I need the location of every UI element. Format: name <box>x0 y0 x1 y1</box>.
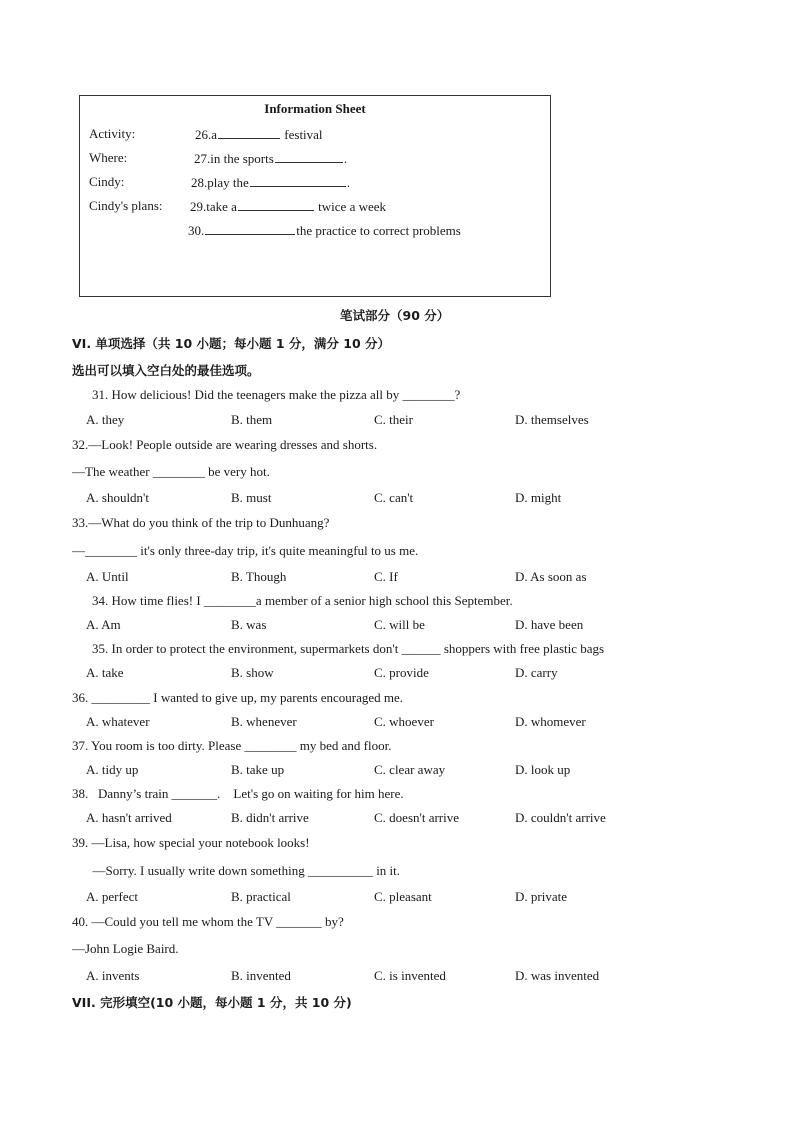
q37-option-c[interactable]: C. clear away <box>374 762 446 777</box>
question-35: 35. In order to protect the environment, supermarkets don't ______ shoppers with free plastic bags <box>92 641 605 656</box>
info-label-cindy: Cindy: <box>89 174 125 189</box>
q38-option-d[interactable]: D. couldn't arrive <box>515 810 606 825</box>
section-7-heading: VII. 完形填空(10 小题，每小题 1 分，共 10 分) <box>72 995 352 1010</box>
info-label-plans: Cindy's plans: <box>89 198 163 213</box>
q35-option-a[interactable]: A. take <box>86 665 124 680</box>
q31-option-c[interactable]: C. their <box>374 412 413 427</box>
q40-option-c[interactable]: C. is invented <box>374 968 446 983</box>
info-item-29: 29.take a twice a week <box>190 199 387 214</box>
question-38: 38. Danny’s train _______. Let's go on waiting for him here. <box>72 786 404 801</box>
q31-option-b[interactable]: B. them <box>231 412 273 427</box>
q39-option-a[interactable]: A. perfect <box>86 889 138 904</box>
q40-option-d[interactable]: D. was invented <box>515 968 600 983</box>
question-32: 32.—Look! People outside are wearing dresses and shorts. <box>72 437 378 452</box>
info-item-27: 27.in the sports . <box>194 151 348 166</box>
info-item-28: 28.play the . <box>191 175 351 190</box>
q38-option-a[interactable]: A. hasn't arrived <box>86 810 172 825</box>
question-34: 34. How time flies! I ________a member of a senior high school this September. <box>92 593 513 608</box>
q39-option-b[interactable]: B. practical <box>231 889 291 904</box>
q37-option-d[interactable]: D. look up <box>515 762 571 777</box>
info-label-where: Where: <box>89 150 128 165</box>
question-31: 31. How delicious! Did the teenagers make the pizza all by ________? <box>92 387 461 402</box>
q39-option-c[interactable]: C. pleasant <box>374 889 432 904</box>
q35-option-b[interactable]: B. show <box>231 665 274 680</box>
q32-option-c[interactable]: C. can't <box>374 490 414 505</box>
question-37: 37. You room is too dirty. Please ________ my bed and floor. <box>72 738 392 753</box>
question-40-line-2: —John Logie Baird. <box>72 941 179 956</box>
q39-option-d[interactable]: D. private <box>515 889 567 904</box>
q31-option-d[interactable]: D. themselves <box>515 412 589 427</box>
q32-option-d[interactable]: D. might <box>515 490 562 505</box>
q37-option-b[interactable]: B. take up <box>231 762 285 777</box>
q32-option-a[interactable]: A. shouldn't <box>86 490 150 505</box>
info-label-activity: Activity: <box>89 126 136 141</box>
question-39-line-2: —Sorry. I usually write down something __________ in it. <box>86 863 401 878</box>
q32-option-b[interactable]: B. must <box>231 490 272 505</box>
q35-option-c[interactable]: C. provide <box>374 665 429 680</box>
q33-option-c[interactable]: C. If <box>374 569 398 584</box>
question-36: 36. _________ I wanted to give up, my parents encouraged me. <box>72 690 404 705</box>
q37-option-a[interactable]: A. tidy up <box>86 762 139 777</box>
question-39: 39. —Lisa, how special your notebook looks! <box>72 835 310 850</box>
q35-option-d[interactable]: D. carry <box>515 665 558 680</box>
q33-option-a[interactable]: A. Until <box>86 569 129 584</box>
written-part-title: 笔试部分（90 分） <box>340 308 450 323</box>
q38-option-b[interactable]: B. didn't arrive <box>231 810 309 825</box>
q36-option-b[interactable]: B. whenever <box>231 714 297 729</box>
q36-option-d[interactable]: D. whomever <box>515 714 586 729</box>
q34-option-d[interactable]: D. have been <box>515 617 584 632</box>
info-item-30: 30. the practice to correct problems <box>188 223 461 238</box>
q33-option-b[interactable]: B. Though <box>231 569 287 584</box>
q36-option-c[interactable]: C. whoever <box>374 714 434 729</box>
q36-option-a[interactable]: A. whatever <box>86 714 150 729</box>
q31-option-a[interactable]: A. they <box>86 412 125 427</box>
section-6-instruction: 选出可以填入空白处的最佳选项。 <box>72 363 260 378</box>
question-40: 40. —Could you tell me whom the TV _______ by? <box>72 914 344 929</box>
question-33-line-2: —________ it's only three-day trip, it's quite meaningful to us me. <box>72 543 419 558</box>
q40-option-b[interactable]: B. invented <box>231 968 291 983</box>
info-item-26: 26.a festival <box>195 127 323 142</box>
information-sheet <box>79 95 551 297</box>
question-32-line-2: —The weather ________ be very hot. <box>72 464 270 479</box>
question-33: 33.—What do you think of the trip to Dunhuang? <box>72 515 330 530</box>
q38-option-c[interactable]: C. doesn't arrive <box>374 810 460 825</box>
q34-option-b[interactable]: B. was <box>231 617 267 632</box>
q34-option-a[interactable]: A. Am <box>86 617 121 632</box>
q33-option-d[interactable]: D. As soon as <box>515 569 587 584</box>
section-6-heading: VI. 单项选择（共 10 小题；每小题 1 分，满分 10 分） <box>72 336 391 351</box>
q40-option-a[interactable]: A. invents <box>86 968 140 983</box>
info-sheet-title: Information Sheet <box>264 101 366 116</box>
q34-option-c[interactable]: C. will be <box>374 617 425 632</box>
